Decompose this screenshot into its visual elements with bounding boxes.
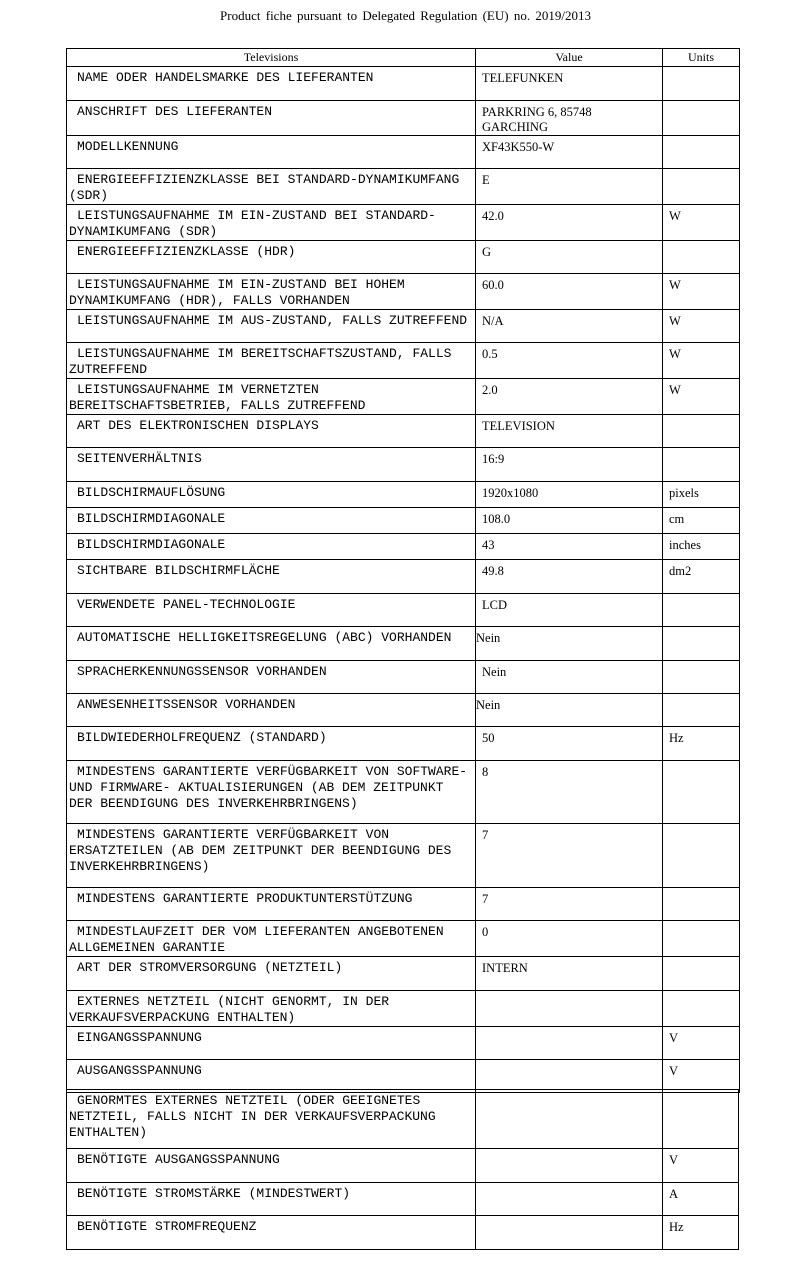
fiche-label-cell xyxy=(67,415,476,448)
row-label: MINDESTENS GARANTIERTE PRODUKTUNTERSTÜTZUNG xyxy=(77,891,413,906)
fiche-label-cell xyxy=(67,594,476,627)
row-unit xyxy=(663,694,740,727)
row-value: 2.0 xyxy=(476,379,663,415)
table-row xyxy=(67,727,740,761)
row-value: XF43K550-W xyxy=(476,136,663,169)
fiche-label-cell xyxy=(67,761,476,824)
fiche-label-cell xyxy=(67,957,476,991)
row-unit xyxy=(663,661,740,694)
table-row xyxy=(67,627,740,661)
table-row xyxy=(67,921,740,957)
row-label: GENORMTES EXTERNES NETZTEIL (ODER GEEIGNETES NETZTEIL, FALLS NICHT IN DER VERKAUFSVERPACKUNG ENTHALTEN) xyxy=(69,1093,436,1140)
fiche-label-cell xyxy=(67,205,476,241)
row-unit xyxy=(663,67,740,101)
row-value xyxy=(476,1216,663,1250)
row-value: 0.5 xyxy=(476,343,663,379)
fiche-label-cell xyxy=(67,921,476,957)
row-unit: dm2 xyxy=(663,560,740,594)
row-value xyxy=(476,1090,663,1149)
document-title: Product fiche pursuant to Delegated Regulation (EU) no. 2019/2013 xyxy=(220,8,591,23)
row-value: N/A xyxy=(476,310,663,343)
row-label: SEITENVERHÄLTNIS xyxy=(77,451,202,466)
row-label: BILDSCHIRMAUFLÖSUNG xyxy=(77,485,226,500)
row-unit xyxy=(663,101,740,136)
row-label: MODELLKENNUNG xyxy=(77,139,179,154)
row-value: 43 xyxy=(476,534,663,560)
fiche-label-cell xyxy=(67,448,476,482)
table-row xyxy=(67,991,740,1027)
table-row xyxy=(67,1060,740,1093)
row-unit xyxy=(663,594,740,627)
row-value: 7 xyxy=(476,824,663,888)
row-unit: Hz xyxy=(663,1216,739,1250)
fiche-label-cell xyxy=(67,101,476,136)
row-label: LEISTUNGSAUFNAHME IM EIN-ZUSTAND BEI STANDARD- DYNAMIKUMFANG (SDR) xyxy=(69,208,436,239)
table-row xyxy=(67,661,740,694)
table-row xyxy=(67,1216,739,1250)
row-label: SICHTBARE BILDSCHIRMFLÄCHE xyxy=(77,563,280,578)
column-header-value: Value xyxy=(476,49,663,67)
fiche-label-cell xyxy=(67,508,476,534)
fiche-label-cell xyxy=(67,379,476,415)
row-value: Nein xyxy=(476,661,663,694)
row-value xyxy=(476,991,663,1027)
fiche-label-cell xyxy=(67,136,476,169)
table-row xyxy=(67,482,740,508)
row-value: INTERN xyxy=(476,957,663,991)
row-label: BENÖTIGTE AUSGANGSSPANNUNG xyxy=(77,1152,280,1167)
row-unit: inches xyxy=(663,534,740,560)
row-value: Nein xyxy=(476,694,663,727)
row-value: TELEFUNKEN xyxy=(476,67,663,101)
row-unit: cm xyxy=(663,508,740,534)
table-row xyxy=(67,274,740,310)
row-label: AUTOMATISCHE HELLIGKEITSREGELUNG (ABC) VORHANDEN xyxy=(77,630,452,645)
column-header-televisions: Televisions xyxy=(67,49,476,67)
row-unit xyxy=(663,241,740,274)
table-row xyxy=(67,534,740,560)
row-unit xyxy=(663,991,740,1027)
table-row xyxy=(67,560,740,594)
row-unit xyxy=(663,957,740,991)
table-row xyxy=(67,136,740,169)
table-header-row xyxy=(67,49,740,67)
row-value: 8 xyxy=(476,761,663,824)
fiche-label-cell xyxy=(67,727,476,761)
fiche-label-cell xyxy=(67,310,476,343)
row-value: 0 xyxy=(476,921,663,957)
table-row xyxy=(67,1027,740,1060)
product-fiche-table xyxy=(66,48,740,1093)
psu-label-cell xyxy=(67,1216,476,1250)
row-value: E xyxy=(476,169,663,205)
column-header-units: Units xyxy=(663,49,740,67)
fiche-label-cell xyxy=(67,991,476,1027)
row-label: BENÖTIGTE STROMFREQUENZ xyxy=(77,1219,257,1234)
table-row xyxy=(67,761,740,824)
row-value: 50 xyxy=(476,727,663,761)
table-row xyxy=(67,448,740,482)
table-row xyxy=(67,888,740,921)
row-label: BILDSCHIRMDIAGONALE xyxy=(77,511,226,526)
row-unit xyxy=(663,627,740,661)
psu-label-cell xyxy=(67,1090,476,1149)
fiche-label-cell xyxy=(67,1027,476,1060)
fiche-label-cell xyxy=(67,694,476,727)
row-label: EXTERNES NETZTEIL (NICHT GENORMT, IN DER VERKAUFSVERPACKUNG ENTHALTEN) xyxy=(69,994,390,1025)
row-label: AUSGANGSSPANNUNG xyxy=(77,1063,202,1078)
row-unit: A xyxy=(663,1183,739,1216)
table-row xyxy=(67,1090,739,1149)
row-label: BILDWIEDERHOLFREQUENZ (STANDARD) xyxy=(77,730,327,745)
fiche-label-cell xyxy=(67,824,476,888)
row-label: BILDSCHIRMDIAGONALE xyxy=(77,537,226,552)
fiche-label-cell xyxy=(67,274,476,310)
row-label: ANWESENHEITSSENSOR VORHANDEN xyxy=(77,697,296,712)
row-value xyxy=(476,1149,663,1183)
row-value: 60.0 xyxy=(476,274,663,310)
row-label: LEISTUNGSAUFNAHME IM VERNETZTEN BEREITSCHAFTSBETRIEB, FALLS ZUTREFFEND xyxy=(69,382,366,413)
row-unit: W xyxy=(663,274,740,310)
row-label: ART DER STROMVERSORGUNG (NETZTEIL) xyxy=(77,960,343,975)
row-label: ART DES ELEKTRONISCHEN DISPLAYS xyxy=(77,418,319,433)
table-row xyxy=(67,310,740,343)
row-value: 1920x1080 xyxy=(476,482,663,508)
table-row xyxy=(67,67,740,101)
fiche-label-cell xyxy=(67,169,476,205)
row-unit xyxy=(663,1090,739,1149)
row-unit: W xyxy=(663,343,740,379)
row-unit: W xyxy=(663,379,740,415)
table-row xyxy=(67,379,740,415)
row-label: MINDESTENS GARANTIERTE VERFÜGBARKEIT VON ERSATZTEILEN (AB DEM ZEITPUNKT DER BEENDIGUNG DES INVERKEHRBRINGENS) xyxy=(69,827,452,874)
row-label: ANSCHRIFT DES LIEFERANTEN xyxy=(77,104,273,119)
row-unit: V xyxy=(663,1149,739,1183)
table-row xyxy=(67,694,740,727)
row-label: BENÖTIGTE STROMSTÄRKE (MINDESTWERT) xyxy=(77,1186,351,1201)
table-row xyxy=(67,101,740,136)
row-value: 108.0 xyxy=(476,508,663,534)
table-row xyxy=(67,508,740,534)
fiche-label-cell xyxy=(67,482,476,508)
row-label: LEISTUNGSAUFNAHME IM BEREITSCHAFTSZUSTAND, FALLS ZUTREFFEND xyxy=(69,346,452,377)
row-label: SPRACHERKENNUNGSSENSOR VORHANDEN xyxy=(77,664,327,679)
fiche-label-cell xyxy=(67,888,476,921)
row-label: EINGANGSSPANNUNG xyxy=(77,1030,202,1045)
row-unit: Hz xyxy=(663,727,740,761)
row-label: NAME ODER HANDELSMARKE DES LIEFERANTEN xyxy=(77,70,374,85)
row-label: MINDESTLAUFZEIT DER VOM LIEFERANTEN ANGEBOTENEN ALLGEMEINEN GARANTIE xyxy=(69,924,444,955)
row-value: 16:9 xyxy=(476,448,663,482)
row-unit xyxy=(663,415,740,448)
table-row xyxy=(67,594,740,627)
row-label: ENERGIEEFFIZIENZKLASSE (HDR) xyxy=(77,244,296,259)
external-power-supply-table xyxy=(66,1089,739,1250)
table-row xyxy=(67,1149,739,1183)
fiche-label-cell xyxy=(67,661,476,694)
row-value: 42.0 xyxy=(476,205,663,241)
fiche-label-cell xyxy=(67,343,476,379)
fiche-label-cell xyxy=(67,627,476,661)
row-value: 7 xyxy=(476,888,663,921)
fiche-label-cell xyxy=(67,534,476,560)
row-unit xyxy=(663,761,740,824)
row-unit: W xyxy=(663,205,740,241)
row-unit: W xyxy=(663,310,740,343)
row-value xyxy=(476,1027,663,1060)
row-value: TELEVISION xyxy=(476,415,663,448)
row-value: PARKRING 6, 85748 GARCHING xyxy=(476,101,663,136)
row-value xyxy=(476,1060,663,1093)
row-value xyxy=(476,1183,663,1216)
row-label: ENERGIEEFFIZIENZKLASSE BEI STANDARD-DYNAMIKUMFANG (SDR) xyxy=(69,172,460,203)
row-unit xyxy=(663,169,740,205)
row-unit: pixels xyxy=(663,482,740,508)
row-value: LCD xyxy=(476,594,663,627)
table-row xyxy=(67,169,740,205)
fiche-label-cell xyxy=(67,241,476,274)
row-label: LEISTUNGSAUFNAHME IM AUS-ZUSTAND, FALLS ZUTREFFEND xyxy=(77,313,468,328)
fiche-label-cell xyxy=(67,1060,476,1093)
fiche-label-cell xyxy=(67,560,476,594)
row-unit xyxy=(663,921,740,957)
row-unit xyxy=(663,824,740,888)
psu-label-cell xyxy=(67,1183,476,1216)
fiche-label-cell xyxy=(67,67,476,101)
row-label: LEISTUNGSAUFNAHME IM EIN-ZUSTAND BEI HOHEM DYNAMIKUMFANG (HDR), FALLS VORHANDEN xyxy=(69,277,405,308)
row-unit: V xyxy=(663,1060,740,1093)
row-unit: V xyxy=(663,1027,740,1060)
table-row xyxy=(67,824,740,888)
row-label: MINDESTENS GARANTIERTE VERFÜGBARKEIT VON SOFTWARE- UND FIRMWARE- AKTUALISIERUNGEN (AB DEM ZEITPUNKT DER BEENDIGUNG DES INVERKEHRBRINGENS) xyxy=(69,764,468,811)
row-unit xyxy=(663,448,740,482)
table-row xyxy=(67,241,740,274)
row-value: Nein xyxy=(476,627,663,661)
table-row xyxy=(67,957,740,991)
row-unit xyxy=(663,136,740,169)
psu-label-cell xyxy=(67,1149,476,1183)
row-label: VERWENDETE PANEL-TECHNOLOGIE xyxy=(77,597,296,612)
table-row xyxy=(67,205,740,241)
table-row xyxy=(67,343,740,379)
row-unit xyxy=(663,888,740,921)
table-row xyxy=(67,415,740,448)
row-value: G xyxy=(476,241,663,274)
row-value: 49.8 xyxy=(476,560,663,594)
table-row xyxy=(67,1183,739,1216)
